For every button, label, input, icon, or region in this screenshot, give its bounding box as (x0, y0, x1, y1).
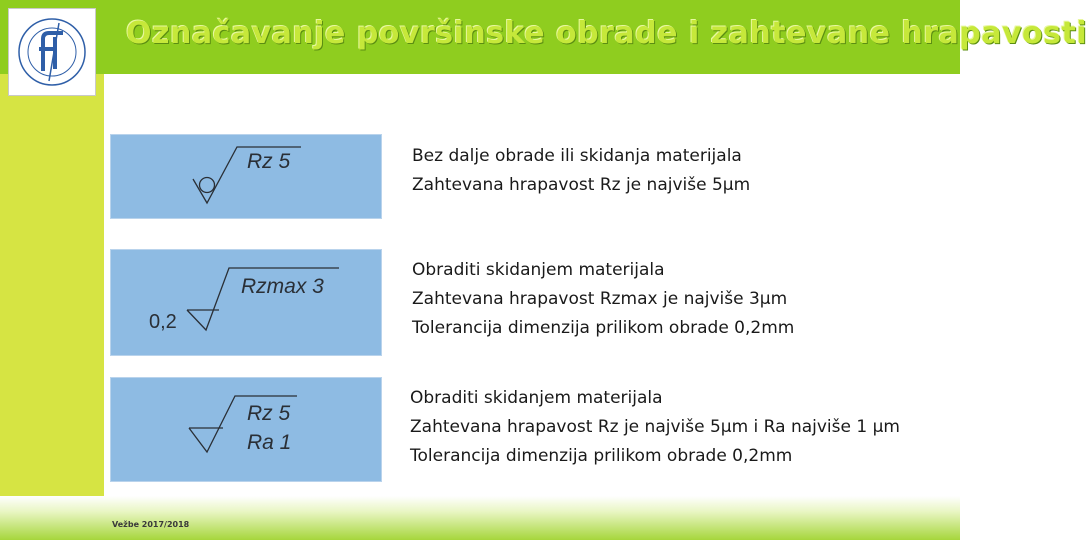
symbol-label-top: Rzmax 3 (241, 275, 324, 298)
description-line: Tolerancija dimenzija prilikom obrade 0,2mm (410, 446, 793, 466)
roughness-symbol-panel-1 (110, 134, 382, 219)
description-3 (410, 384, 900, 471)
description-line: Zahtevana hrapavost Rz je najviše 5µm (412, 175, 751, 195)
description-line: Zahtevana hrapavost Rz je najviše 5µm i Ra najviše 1 µm (410, 417, 900, 437)
footer-course-year: Vežbe 2017/2018 (112, 520, 190, 529)
symbol-label-top: Rz 5 (247, 402, 291, 425)
roughness-symbol-panel-2 (110, 249, 382, 356)
description-line: Obraditi skidanjem materijala (412, 260, 665, 280)
roughness-symbol-panel-3 (110, 377, 382, 482)
logo (8, 8, 96, 96)
faculty-logo-icon (9, 9, 95, 95)
symbol-label-top: Rz 5 (247, 150, 291, 173)
bottom-gradient-band (0, 496, 960, 540)
description-2 (412, 256, 794, 343)
symbol-label-bottom: Ra 1 (247, 431, 292, 454)
description-line: Obraditi skidanjem materijala (410, 388, 663, 408)
description-1 (412, 142, 750, 200)
description-line: Bez dalje obrade ili skidanja materijala (412, 146, 742, 166)
page-title: Označavanje površinske obrade i zahtevane hrapavosti (126, 16, 1087, 51)
description-line: Zahtevana hrapavost Rzmax je najviše 3µm (412, 289, 788, 309)
surface-roughness-symbol-no-removal (111, 135, 381, 218)
surface-roughness-symbol-machining-two-values (111, 378, 381, 481)
circle-icon (200, 178, 215, 193)
surface-roughness-symbol-machining (111, 250, 381, 355)
left-accent-strip (0, 74, 104, 496)
tolerance-value: 0,2 (149, 311, 177, 333)
description-line: Tolerancija dimenzija prilikom obrade 0,2mm (412, 318, 795, 338)
